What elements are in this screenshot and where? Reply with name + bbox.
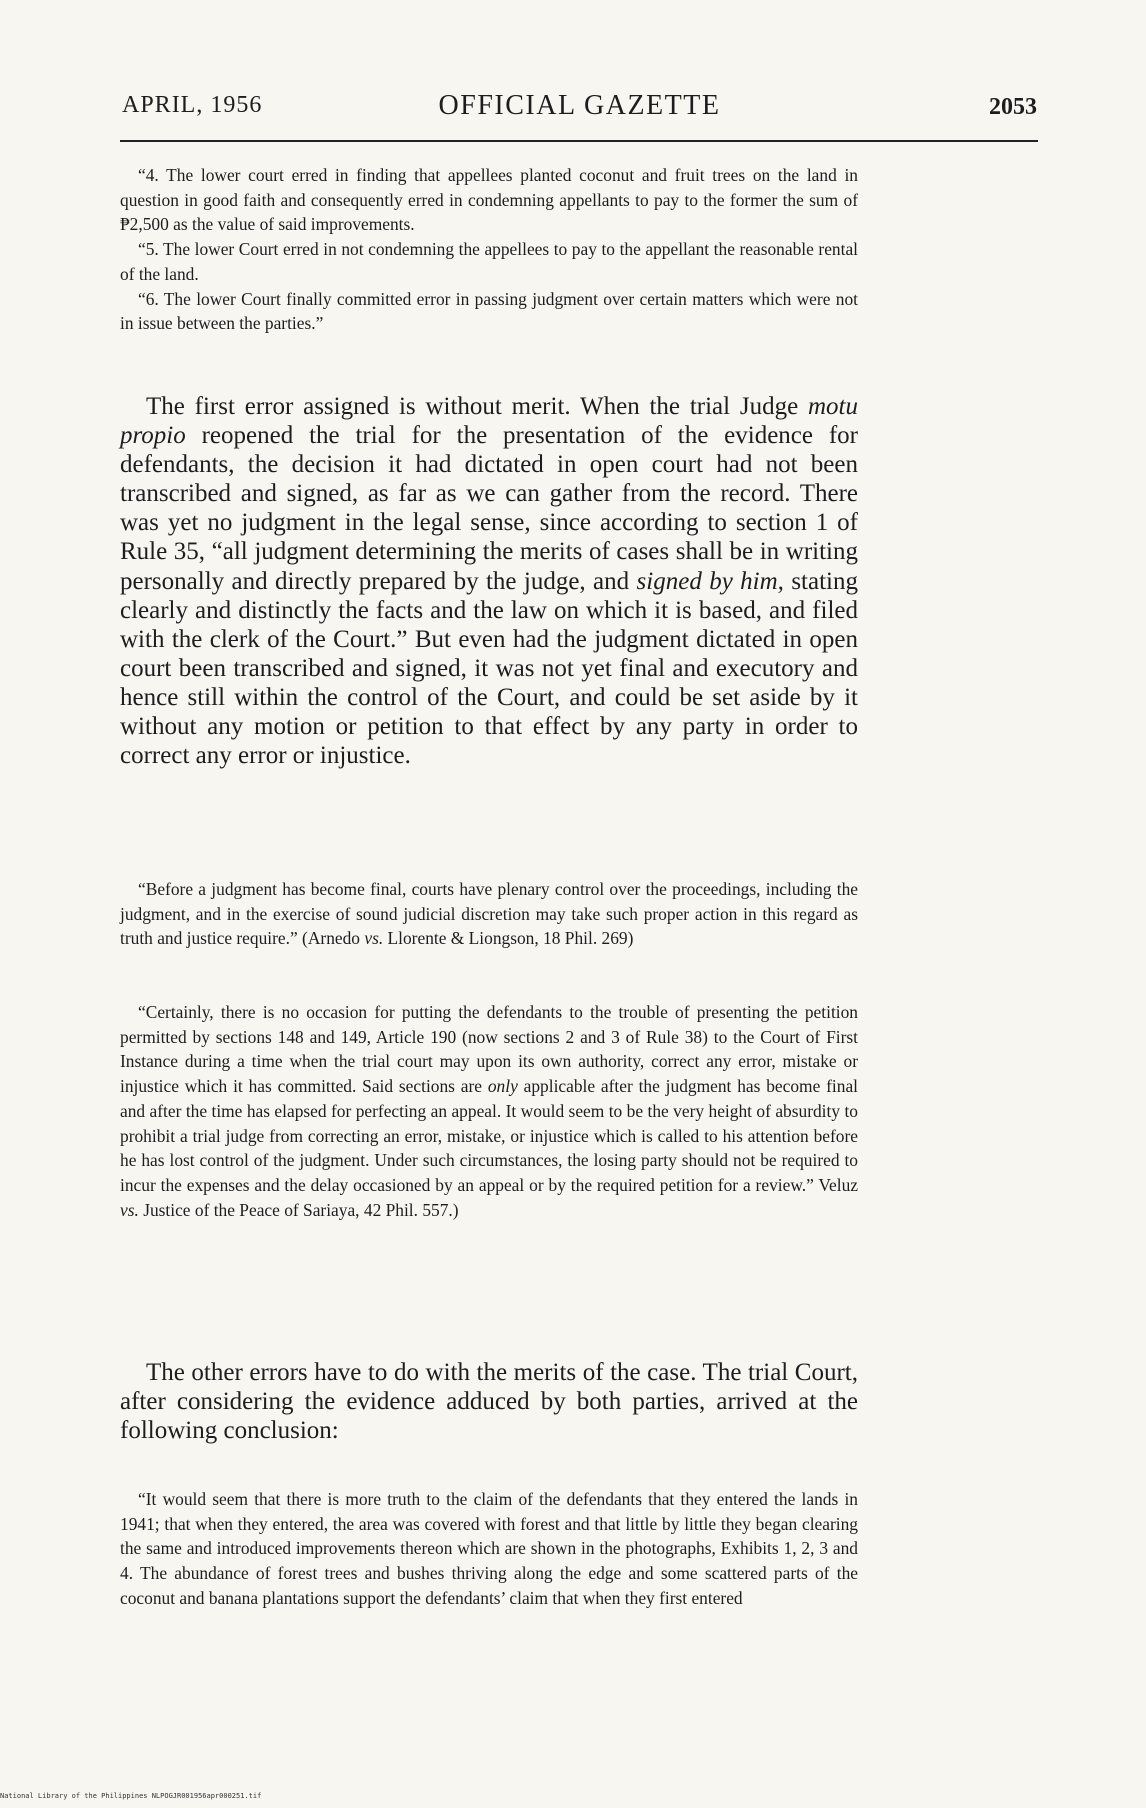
error-6: “6. The lower Court finally committed error in passing judgment over certain matters which were not in issue between the parties.” xyxy=(120,288,858,334)
page-header xyxy=(122,88,1037,132)
assigned-errors-quote xyxy=(120,163,858,336)
quote-veluz: “Certainly, there is no occasion for putting the defendants to the trouble of presenting the petition permitted by sections 148 and 149, Article 190 (now sections 2 and 3 of Rule 38) to the Court of First Instance during a time when the trial court may upon its own authority, correct any error, mistake or injustice which it has committed. Said sections are only applicable after the judgment has become final and after the time has elapsed for perfecting an appeal. It would seem to be the very height of absurdity to prohibit a trial judge from correcting an error, mistake, or injustice which is called to his attention before he has lost control of the judgment. Under such circumstances, the losing party should not be required to incur the expenses and the delay occasioned by an appeal or by the required petition for a review.” Veluz vs. Justice of the Peace of Sariaya, 42 Phil. 557.) xyxy=(120,1002,858,1220)
paragraph-first-error: The first error assigned is without merit. When the trial Judge motu propio reopened the trial for the presentation of the evidence for defendants, the decision it had dictated in open court had not been transcribed and signed, as far as we can gather from the record. There was yet no judgment in the legal sense, since according to section 1 of Rule 35, “all judgment determining the merits of cases shall be in writing personally and directly prepared by the judge, and signed by him, stating clearly and distinctly the facts and the law on which it is based, and filed with the clerk of the Court.” But even had the judgment dictated in open court been transcribed and signed, it was not yet final and executory and hence still within the control of the Court, and could be set aside by it without any motion or petition to that effect by any party in order to correct any error or injustice. xyxy=(120,393,858,770)
quote-trial-court-conclusion: “It would seem that there is more truth to the claim of the defendants that they entered the lands in 1941; that when they entered, the area was covered with forest and that little by little they began clearing the same and introduced improvements thereon which are shown in the photographs, Exhibits 1, 2, 3 and 4. The abundance of forest trees and bushes thriving along the edge and some scattered parts of the coconut and banana plantations support the defendants’ claim that when they first entered xyxy=(120,1489,858,1608)
header-date: APRIL, 1956 xyxy=(122,92,263,118)
page-number: 2053 xyxy=(989,94,1037,120)
error-5: “5. The lower Court erred in not condemning the appellees to pay to the appellant the reasonable rental of the land. xyxy=(120,239,858,284)
paragraph-other-errors: The other errors have to do with the merits of the case. The trial Court, after considering the evidence adduced by both parties, arrived at the following conclusion: xyxy=(120,1359,858,1445)
scan-footer: National Library of the Philippines NLPOGJR001956apr000251.tif xyxy=(0,1792,262,1800)
header-rule xyxy=(120,140,1038,142)
error-4: “4. The lower court erred in finding that appellees planted coconut and fruit trees on the land in question in good faith and consequently erred in condemning appellants to pay to the former the sum of ₱2,500 as the value of said improvements. xyxy=(120,165,858,235)
quote-arnedo: “Before a judgment has become final, courts have plenary control over the proceedings, including the judgment, and in the exercise of sound judicial discretion may take such proper action in this regard as truth and justice require.” (Arnedo vs. Llorente & Liongson, 18 Phil. 269) xyxy=(120,879,858,949)
header-title: OFFICIAL GAZETTE xyxy=(438,90,721,121)
